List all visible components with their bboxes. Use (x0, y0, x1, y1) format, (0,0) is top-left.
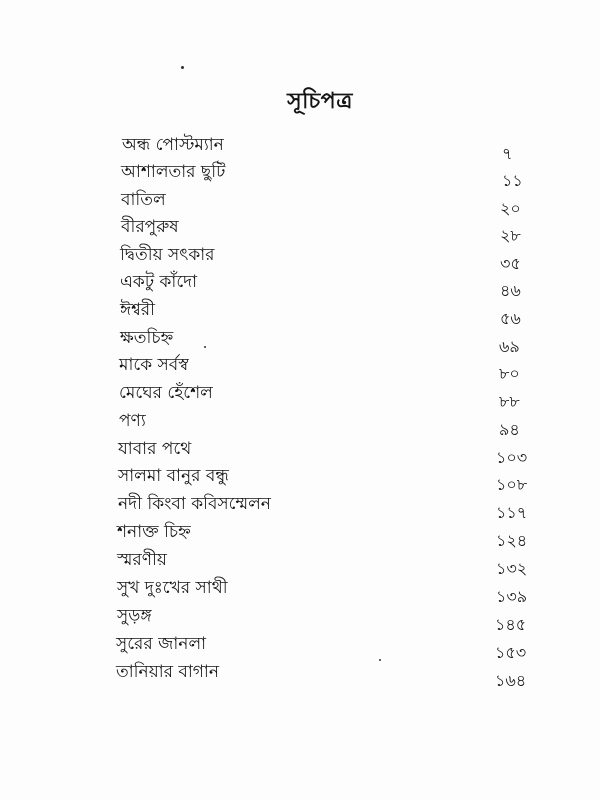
toc-entry-page: ১৩২ (496, 559, 528, 578)
toc-row (0, 134, 600, 163)
toc-row (0, 465, 600, 494)
toc-row (0, 354, 600, 383)
toc-row (0, 382, 600, 411)
toc-entry-page: ১০৩ (496, 448, 528, 467)
toc-row (0, 161, 600, 190)
toc-entry-page: ১০৮ (496, 475, 528, 494)
toc-entry-page: ২৮ (500, 226, 521, 245)
toc-entry-page: ৬৯ (499, 337, 520, 356)
toc-entry-title: বাতিল (121, 190, 166, 210)
toc-entry-title: সালমা বানুর বন্ধু (118, 466, 229, 486)
table-of-contents (0, 134, 600, 714)
toc-entry-title: বীরপুরুষ (121, 217, 179, 237)
toc-entry-page: ১৩৯ (496, 587, 528, 606)
toc-row (0, 633, 600, 662)
toc-entry-page: ২০ (500, 199, 521, 218)
toc-entry-title: পণ্য (119, 411, 146, 431)
toc-entry-title: সুড়ঙ্গ (117, 606, 152, 626)
ink-speck (181, 66, 184, 69)
toc-entry-title: সুরের জানলা (116, 634, 207, 654)
toc-entry-title: স্মরণীয় (117, 550, 167, 570)
toc-row (0, 549, 600, 578)
toc-entry-page: ৩৫ (500, 254, 521, 273)
toc-entry-title: যাবার পথে (118, 439, 192, 459)
page-title: সূচিপত্র (287, 89, 353, 114)
toc-entry-page: ১৪৫ (495, 615, 527, 634)
toc-entry-title: আশালতার ছুটি (121, 162, 226, 182)
toc-entry-page: ১১ (502, 171, 523, 190)
toc-row (0, 577, 600, 606)
toc-row (0, 271, 600, 300)
toc-entry-title: অন্ধ পোস্টম্যান (122, 135, 224, 155)
toc-row (0, 521, 600, 550)
toc-row (0, 216, 600, 245)
toc-entry-title: দ্বিতীয় সৎকার (120, 245, 215, 265)
toc-entry-title: নদী কিংবা কবিসম্মেলন (118, 494, 271, 514)
toc-entry-title: একটু কাঁদো (120, 272, 198, 292)
toc-row (0, 299, 600, 328)
toc-entry-title: শনাক্ত চিহ্ন (117, 522, 191, 542)
toc-entry-page: ৯৪ (499, 420, 520, 439)
toc-row (0, 189, 600, 218)
toc-entry-title: সুখ দুঃখের সাথী (117, 578, 228, 598)
toc-entry-page: ১১৭ (496, 503, 528, 522)
toc-row (0, 438, 600, 467)
toc-row (0, 410, 600, 439)
toc-entry-page: ১৫৩ (495, 643, 527, 662)
toc-entry-title: ঈশ্বরী (120, 300, 156, 320)
toc-entry-page: ১২৪ (496, 531, 528, 550)
toc-entry-title: তানিয়ার বাগান (116, 662, 220, 682)
toc-row (0, 327, 600, 356)
toc-row (0, 493, 600, 522)
toc-row (0, 605, 600, 634)
toc-row (0, 244, 600, 273)
toc-entry-title: মেঘের হেঁশেল (119, 383, 213, 403)
toc-entry-page: ৭ (502, 144, 513, 163)
toc-row (0, 661, 600, 690)
toc-entry-page: ৪৬ (500, 281, 521, 300)
toc-entry-page: ১৬৪ (495, 671, 527, 690)
toc-entry-page: ৫৬ (500, 309, 521, 328)
toc-entry-page: ৮০ (499, 364, 520, 383)
toc-entry-title: ক্ষতচিহ্ন (120, 328, 174, 348)
toc-entry-title: মাকে সর্বস্ব (119, 355, 189, 375)
toc-entry-page: ৮৮ (499, 392, 520, 411)
